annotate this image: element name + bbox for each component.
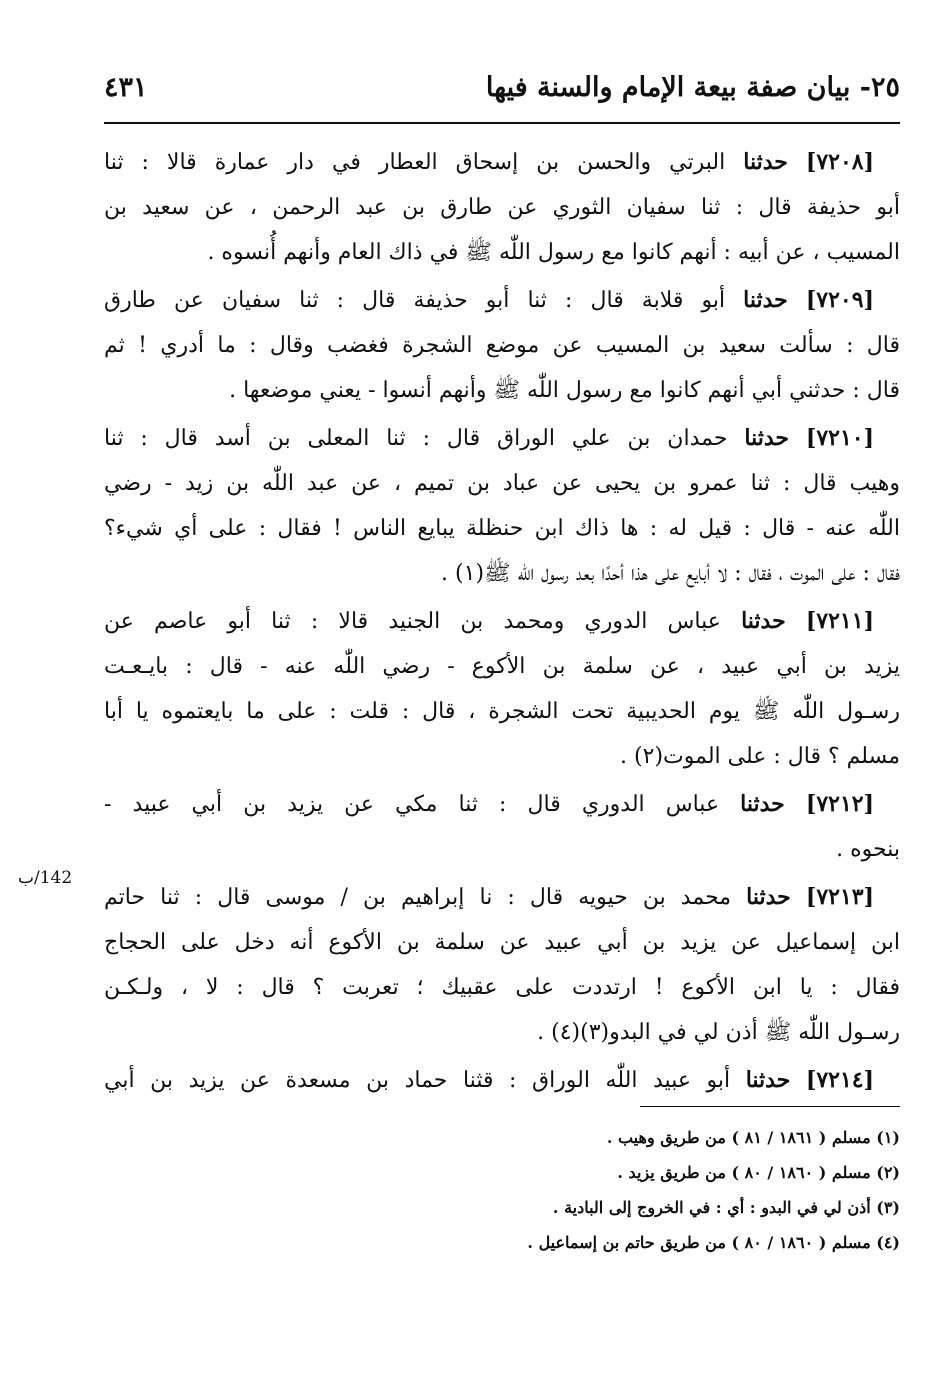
- hadith-number: [٧٢١٠]: [805, 425, 874, 451]
- hadith-line: [104, 140, 900, 185]
- footnote: (٤) مسلم ( ١٨٦٠ / ٨٠ ) من طريق حاتم بن إسماعيل .: [527, 1233, 900, 1252]
- hadith-line: [104, 1058, 900, 1103]
- page-header: [104, 62, 900, 124]
- footnote: (٣) أذن لي في البدو : أي : في الخروج إلى البادية .: [552, 1198, 900, 1217]
- hadith-opening: حدثنا: [743, 287, 788, 313]
- hadith-line: رسـول اللّٰه ﷺ أذن لي في البدو(٣)(٤) .: [537, 1020, 900, 1045]
- hadith-opening: حدثنا: [743, 149, 788, 175]
- hadith-line: بنحوه .: [836, 837, 900, 862]
- hadith-7212: [104, 782, 900, 872]
- hadith-line: مسلم ؟ قال : على الموت(٢) .: [620, 744, 900, 769]
- hadith-opening: حدثنا: [745, 1067, 791, 1093]
- hadith-line: [104, 278, 900, 323]
- hadith-line: رسـول اللّٰه ﷺ يوم الحديبية تحت الشجرة ، قال : قلت : على ما بايعتموه يا أبا: [104, 699, 900, 724]
- hadith-number: [٧٢١٤]: [805, 1067, 874, 1093]
- hadith-number: [٧٢١٣]: [805, 884, 875, 910]
- page-number: ٤٣١: [104, 72, 148, 103]
- hadith-opening: حدثنا: [741, 608, 786, 634]
- hadith-line: فقال : يا ابن الأكوع ! ارتددت على عقبيك ؛ تعربت ؟ قال : لا ، ولـكـن: [104, 975, 900, 1000]
- hadith-7214: [104, 1058, 900, 1103]
- footnote: (١) مسلم ( ١٨٦١ / ٨١ ) من طريق وهيب .: [606, 1128, 900, 1147]
- hadith-line: قال : حدثني أبي أنهم كانوا مع رسول اللّٰه ﷺ وأنهم أنسوا - يعني موضعها .: [229, 378, 900, 403]
- hadith-line: ابن إسماعيل عن يزيد بن أبي عبيد عن سلمة بن الأكوع أنه دخل على الحجاج: [104, 930, 900, 955]
- hadith-line: قال : سألت سعيد بن المسيب عن موضع الشجرة فغضب وقال : ما أدري ! ثم: [104, 333, 900, 358]
- hadith-7211: [104, 599, 900, 779]
- footnote-divider: [640, 1106, 900, 1107]
- hadith-line: [104, 782, 900, 827]
- hadith-text: البرتي والحسن بن إسحاق العطار في دار عمارة قالا : ثنا: [104, 150, 726, 175]
- hadith-line: يزيد بن أبي عبيد ، عن سلمة بن الأكوع - رضي اللّٰه عنه - قال : بايـعـت: [104, 654, 900, 679]
- manuscript-folio-note: 142/ب: [18, 868, 73, 888]
- hadith-number: [٧٢٠٩]: [805, 287, 874, 313]
- hadith-7209: [104, 278, 900, 413]
- hadith-7208: [104, 140, 900, 275]
- hadith-line: [104, 416, 900, 461]
- hadith-number: [٧٢١٢]: [805, 791, 874, 817]
- running-title: ٢٥- بيان صفة بيعة الإمام والسنة فيها: [485, 72, 900, 103]
- hadith-line: أبو حذيفة قال : ثنا سفيان الثوري عن طارق بن عبد الرحمن ، عن سعيد بن: [104, 195, 900, 220]
- hadith-opening: حدثنا: [740, 791, 785, 817]
- hadith-line: اللّٰه عنه - قال : قيل له : ها ذاك ابن حنظلة يبايع الناس ! فقال : على أي شيء؟: [104, 516, 900, 541]
- hadith-number: [٧٢١١]: [805, 608, 874, 634]
- main-text: [104, 140, 900, 1106]
- hadith-opening: حدثنا: [746, 884, 791, 910]
- hadith-number: [٧٢٠٨]: [805, 149, 875, 175]
- hadith-text: عباس الدوري قال : ثنا مكي عن يزيد بن أبي عبيد -: [104, 792, 720, 817]
- footnotes: [300, 1120, 900, 1260]
- hadith-line: وهيب قال : ثنا عمرو بن يحيى عن عباد بن تميم ، عن عبد اللّٰه بن زيد - رضي: [104, 471, 900, 496]
- hadith-opening: حدثنا: [744, 425, 789, 451]
- hadith-line: [104, 875, 900, 920]
- hadith-text: أبو عبيد اللّٰه الوراق : قثنا حماد بن مسعدة عن يزيد بن أبي: [104, 1068, 731, 1093]
- hadith-line: [104, 599, 900, 644]
- hadith-line: المسيب ، عن أبيه : أنهم كانوا مع رسول اللّٰه ﷺ في ذاك العام وأنهم أُنسوه .: [207, 240, 900, 265]
- hadith-7210: [104, 416, 900, 596]
- hadith-7213: [104, 875, 900, 1055]
- hadith-text: أبو قلابة قال : ثنا أبو حذيفة قال : ثنا سفيان عن طارق: [104, 288, 726, 313]
- hadith-text: حمدان بن علي الوراق قال : ثنا المعلى بن أسد قال : ثنا: [104, 426, 728, 451]
- hadith-text: محمد بن حيويه قال : نا إبراهيم بن / موسى قال : ثنا حاتم: [104, 885, 732, 910]
- hadith-text: عباس الدوري ومحمد بن الجنيد قالا : ثنا أبو عاصم عن: [104, 609, 721, 634]
- footnote: (٢) مسلم ( ١٨٦٠ / ٨٠ ) من طريق يزيد .: [617, 1163, 900, 1182]
- hadith-line: فقال : على الموت ، فقال : لا أبايع على هذا أحدًا بعد رسول اللّٰه ﷺ(١) .: [441, 561, 900, 586]
